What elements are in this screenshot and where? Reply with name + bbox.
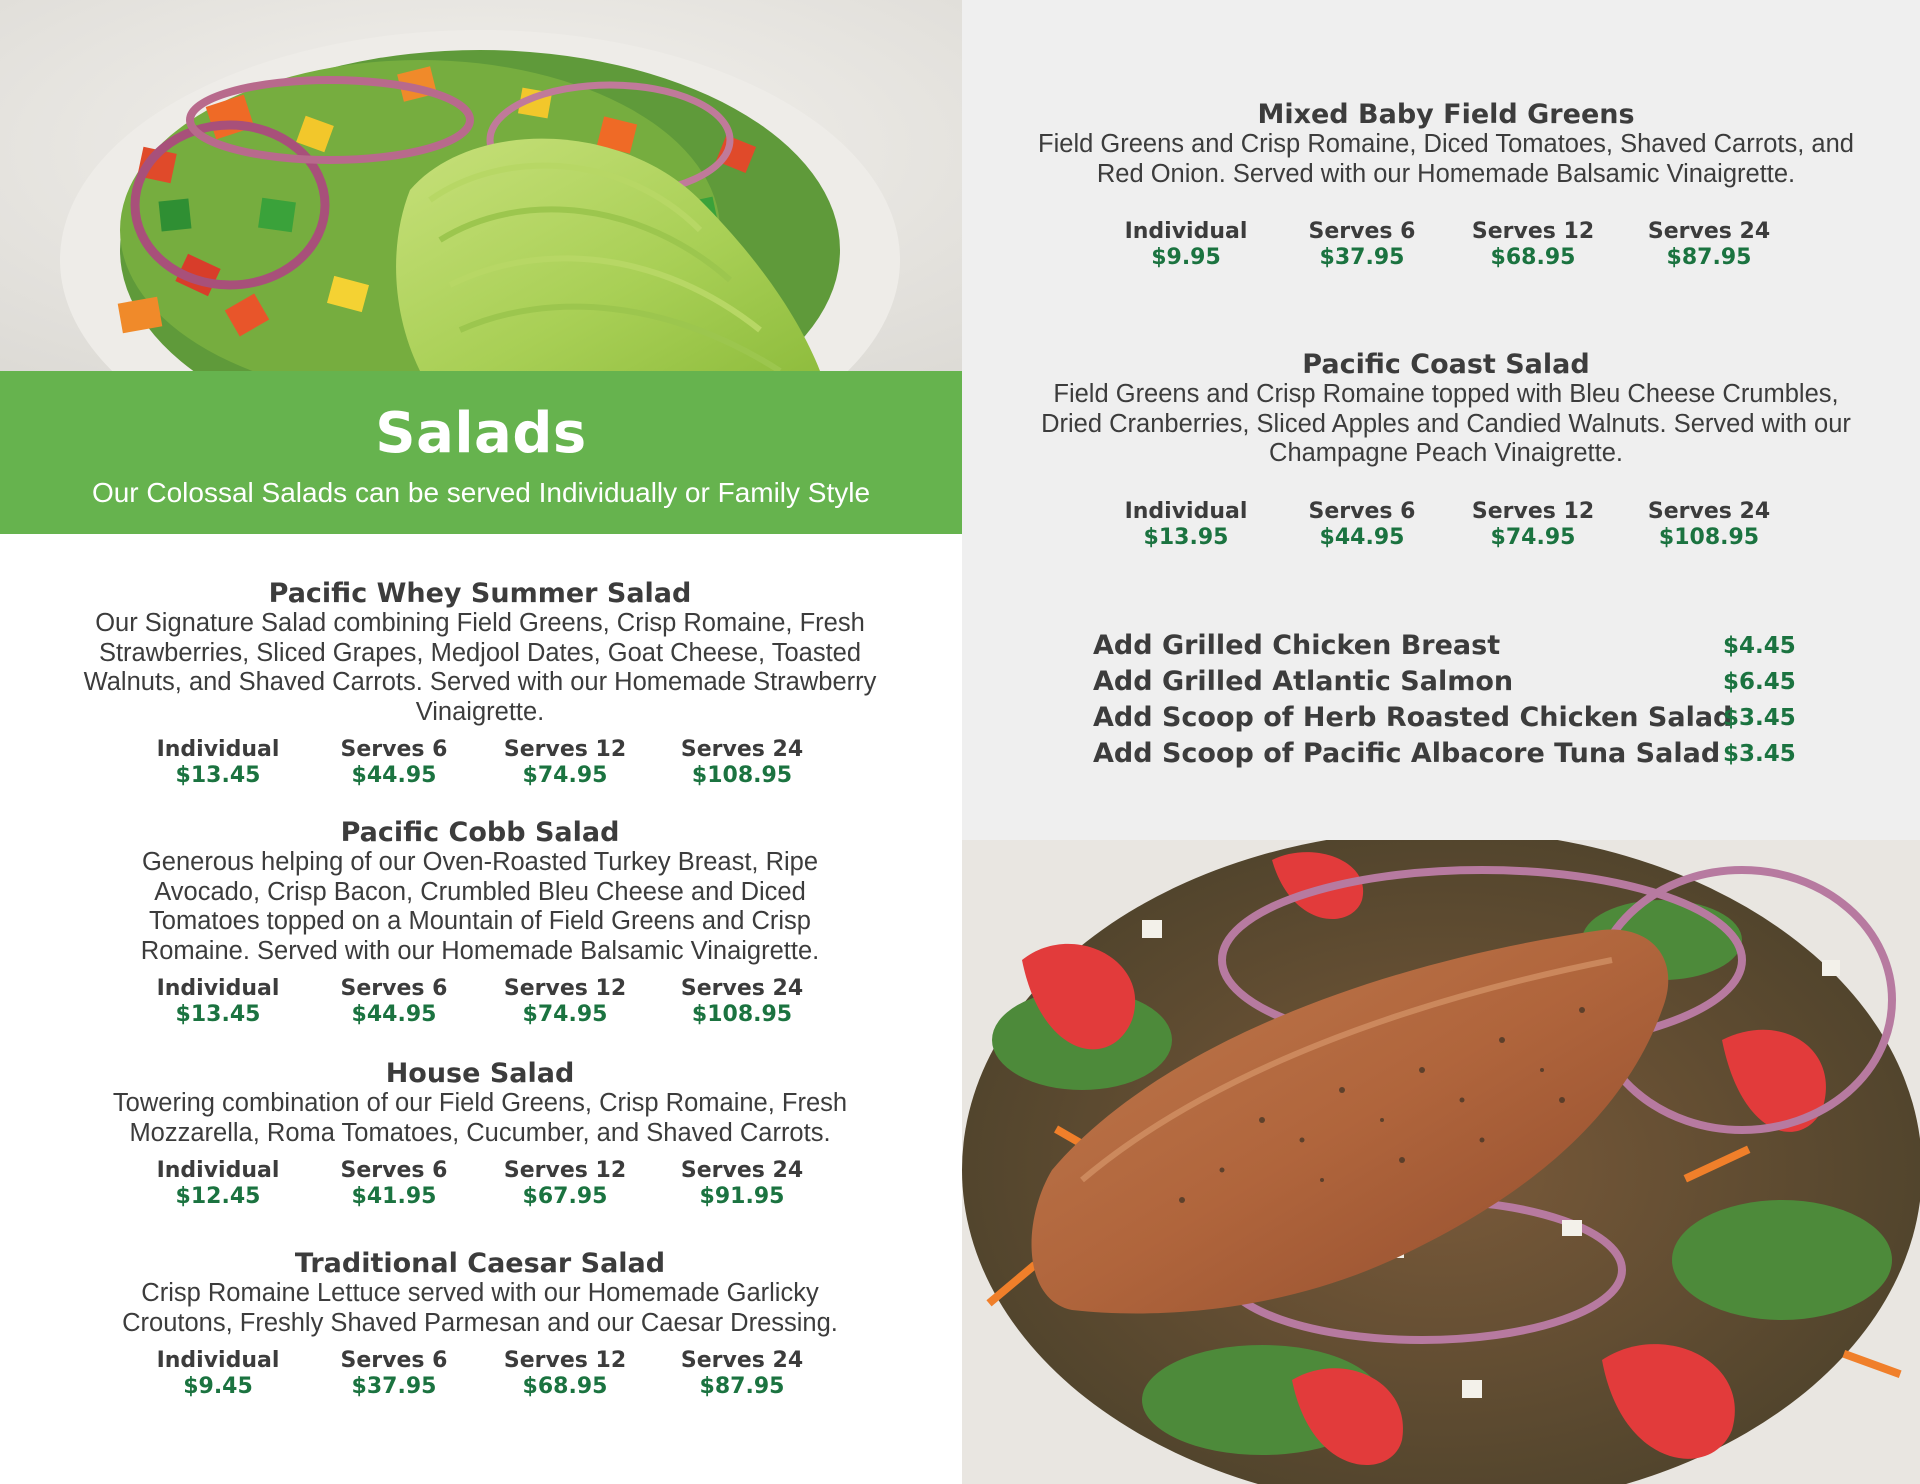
salads-banner bbox=[0, 371, 962, 534]
price-individual: $12.45 bbox=[175, 1184, 261, 1209]
price-individual: $13.45 bbox=[175, 1002, 261, 1027]
item-description: Our Signature Salad combining Field Greens, Crisp Romaine, Fresh Strawberries, Sliced Grapes, Medjool Dates, Goat Cheese, Toasted Walnuts, and Shaved Carrots. Served with our Homemade Strawberry Vinaigrette. bbox=[83, 609, 877, 726]
item-name: Traditional Caesar Salad bbox=[294, 1248, 666, 1279]
addon-price: $6.45 bbox=[1723, 669, 1796, 695]
price-serves-6: $44.95 bbox=[1319, 524, 1405, 550]
price-serves-24: $87.95 bbox=[1666, 245, 1752, 270]
addon-row bbox=[1093, 664, 1813, 700]
salmon-salad-photo bbox=[962, 840, 1920, 1484]
price-serves-6: $37.95 bbox=[1319, 245, 1405, 270]
price-label-serves-12: Serves 12 bbox=[1471, 219, 1595, 244]
price-serves-24: $108.95 bbox=[691, 763, 793, 788]
addon-row bbox=[1093, 736, 1813, 772]
price-label-serves-6: Serves 6 bbox=[340, 1348, 448, 1373]
item-name: Mixed Baby Field Greens bbox=[1257, 99, 1635, 130]
price-label-serves-24: Serves 24 bbox=[680, 1158, 804, 1183]
price-individual: $9.45 bbox=[183, 1374, 253, 1399]
menu-item-mixed-baby-field-greens bbox=[1030, 100, 1862, 273]
price-serves-12: $74.95 bbox=[522, 763, 608, 788]
addon-price: $3.45 bbox=[1723, 741, 1796, 767]
addon-row bbox=[1093, 628, 1813, 664]
price-serves-12: $68.95 bbox=[1490, 245, 1576, 270]
addon-label: Add Grilled Atlantic Salmon bbox=[1093, 666, 1514, 697]
price-serves-24: $108.95 bbox=[1658, 524, 1760, 550]
addon-label: Add Grilled Chicken Breast bbox=[1093, 630, 1501, 661]
price-label-individual: Individual bbox=[156, 1158, 280, 1183]
price-label-individual: Individual bbox=[156, 1348, 280, 1373]
price-serves-6: $41.95 bbox=[351, 1184, 437, 1209]
price-individual: $13.45 bbox=[175, 763, 261, 788]
menu-item-pacific-coast-salad bbox=[1030, 350, 1862, 553]
price-serves-12: $74.95 bbox=[1490, 524, 1576, 550]
price-row bbox=[62, 1158, 898, 1212]
price-label-individual: Individual bbox=[1124, 498, 1248, 524]
item-name: Pacific Whey Summer Salad bbox=[268, 578, 692, 609]
price-individual: $13.95 bbox=[1143, 524, 1229, 550]
price-label-serves-24: Serves 24 bbox=[680, 737, 804, 762]
price-label-serves-24: Serves 24 bbox=[1647, 219, 1771, 244]
item-name: House Salad bbox=[385, 1058, 575, 1089]
price-serves-6: $44.95 bbox=[351, 1002, 437, 1027]
price-row bbox=[62, 737, 898, 791]
price-serves-24: $87.95 bbox=[699, 1374, 785, 1399]
price-row bbox=[62, 1348, 898, 1402]
item-description: Field Greens and Crisp Romaine topped with Bleu Cheese Crumbles, Dried Cranberries, Sliced Apples and Candied Walnuts. Served with our Champagne Peach Vinaigrette. bbox=[1041, 380, 1851, 467]
price-label-serves-6: Serves 6 bbox=[1308, 219, 1416, 244]
price-row bbox=[62, 976, 898, 1030]
price-serves-12: $67.95 bbox=[522, 1184, 608, 1209]
price-label-serves-12: Serves 12 bbox=[503, 976, 627, 1001]
price-label-individual: Individual bbox=[156, 976, 280, 1001]
item-description: Field Greens and Crisp Romaine, Diced Tomatoes, Shaved Carrots, and Red Onion. Served with our Homemade Balsamic Vinaigrette. bbox=[1038, 130, 1854, 188]
menu-item-pacific-cobb-salad bbox=[62, 818, 898, 1030]
price-label-serves-24: Serves 24 bbox=[680, 976, 804, 1001]
addon-label: Add Scoop of Pacific Albacore Tuna Salad bbox=[1093, 738, 1721, 769]
price-label-serves-12: Serves 12 bbox=[503, 737, 627, 762]
item-description: Crisp Romaine Lettuce served with our Homemade Garlicky Croutons, Freshly Shaved Parmesan and our Caesar Dressing. bbox=[122, 1279, 838, 1337]
price-label-serves-6: Serves 6 bbox=[1308, 498, 1416, 524]
price-label-serves-24: Serves 24 bbox=[680, 1348, 804, 1373]
price-row bbox=[1030, 499, 1862, 553]
page-title: Salads bbox=[375, 401, 587, 466]
price-label-serves-24: Serves 24 bbox=[1647, 498, 1771, 524]
price-serves-24: $91.95 bbox=[699, 1184, 785, 1209]
price-label-serves-6: Serves 6 bbox=[340, 737, 448, 762]
price-individual: $9.95 bbox=[1151, 245, 1221, 270]
menu-item-traditional-caesar-salad bbox=[62, 1249, 898, 1402]
addon-row bbox=[1093, 700, 1813, 736]
price-label-serves-12: Serves 12 bbox=[503, 1158, 627, 1183]
price-serves-6: $44.95 bbox=[351, 763, 437, 788]
addons-list bbox=[1093, 628, 1813, 772]
item-name: Pacific Coast Salad bbox=[1302, 349, 1590, 380]
addon-price: $4.45 bbox=[1723, 633, 1796, 659]
addon-price: $3.45 bbox=[1723, 705, 1796, 731]
menu-item-house-salad bbox=[62, 1059, 898, 1212]
price-serves-12: $74.95 bbox=[522, 1002, 608, 1027]
menu-item-pacific-whey-summer-salad bbox=[62, 579, 898, 791]
avocado-salad-photo bbox=[0, 0, 962, 371]
item-name: Pacific Cobb Salad bbox=[340, 817, 620, 848]
price-label-individual: Individual bbox=[156, 737, 280, 762]
item-description: Generous helping of our Oven-Roasted Turkey Breast, Ripe Avocado, Crisp Bacon, Crumbled Bleu Cheese and Diced Tomatoes topped on a Mountain of Field Greens and Crisp Romaine. Served with our Homemade Balsamic Vinaigrette. bbox=[140, 848, 820, 965]
price-label-serves-6: Serves 6 bbox=[340, 1158, 448, 1183]
price-label-serves-12: Serves 12 bbox=[503, 1348, 627, 1373]
price-serves-6: $37.95 bbox=[351, 1374, 437, 1399]
price-serves-24: $108.95 bbox=[691, 1002, 793, 1027]
price-row bbox=[1030, 219, 1862, 273]
price-serves-12: $68.95 bbox=[522, 1374, 608, 1399]
item-description: Towering combination of our Field Greens, Crisp Romaine, Fresh Mozzarella, Roma Tomatoes, Cucumber, and Shaved Carrots. bbox=[112, 1089, 848, 1147]
price-label-serves-12: Serves 12 bbox=[1471, 498, 1595, 524]
page-subtitle: Our Colossal Salads can be served Individually or Family Style bbox=[91, 477, 871, 508]
price-label-serves-6: Serves 6 bbox=[340, 976, 448, 1001]
price-label-individual: Individual bbox=[1124, 219, 1248, 244]
addon-label: Add Scoop of Herb Roasted Chicken Salad bbox=[1093, 702, 1733, 733]
